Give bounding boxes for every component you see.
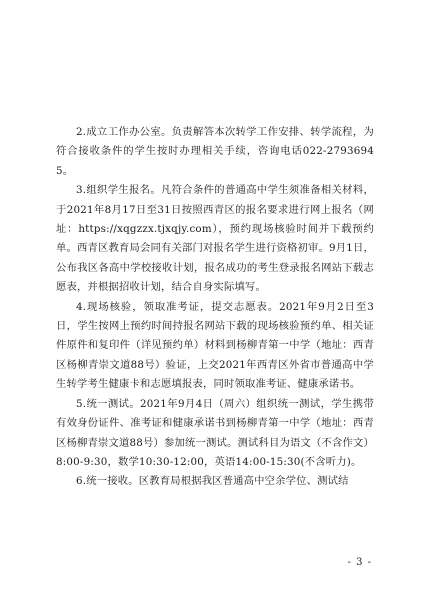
paragraph-unified-admission: 6.统一接收。区教育局根据我区普通高中空余学位、测试结	[76, 475, 349, 488]
paragraph-registration: 3.组织学生报名。凡符合条件的普通高中学生须准备相关材料，于2021年8月17日至31日按照西青区的报名要求进行网上报名（网址：https://xqgzzx.tjxqjy.com），预约现场核验时间并下载预约单。西青区教育局会同有关部门对报名学生进行资格初审。9月1日，公布我区各高中学校接收计划，报名成功的考生登录报名网站下载志愿表，并根据招收计划，结合自身实际填写。	[56, 184, 374, 294]
paragraph-unified-test: 5.统一测试。2021年9月4日（周六）组织统一测试，学生携带有效身份证件、准考证和健康承诺书到杨柳青第一中学（地址：西青区杨柳青崇文道88号）参加统一测试。测试科目为语文（不含作文）8:00-9:30，数学10:30-12:00，英语14:00-15:30(不含听力)。	[56, 397, 374, 468]
document-body	[56, 123, 374, 492]
page-number: - 3 -	[347, 557, 372, 568]
paragraph-office: 2.成立工作办公室。负责解答本次转学工作安排、转学流程，为符合接收条件的学生按时办理相关手续，咨询电话022-27936945。	[56, 126, 374, 177]
paragraph-verification: 4.现场核验，领取准考证，提交志愿表。2021年9月2日至3日，学生按网上预约时间持报名网站下载的现场核验预约单、相关证件原件和复印件（详见预约单）材料到杨柳青第一中学（地址：西青区杨柳青崇文道88号）验证，上交2021年西青区外省市普通高中学生转学考生健康卡和志愿填报表，同时领取准考证、健康承诺书。	[56, 300, 374, 391]
